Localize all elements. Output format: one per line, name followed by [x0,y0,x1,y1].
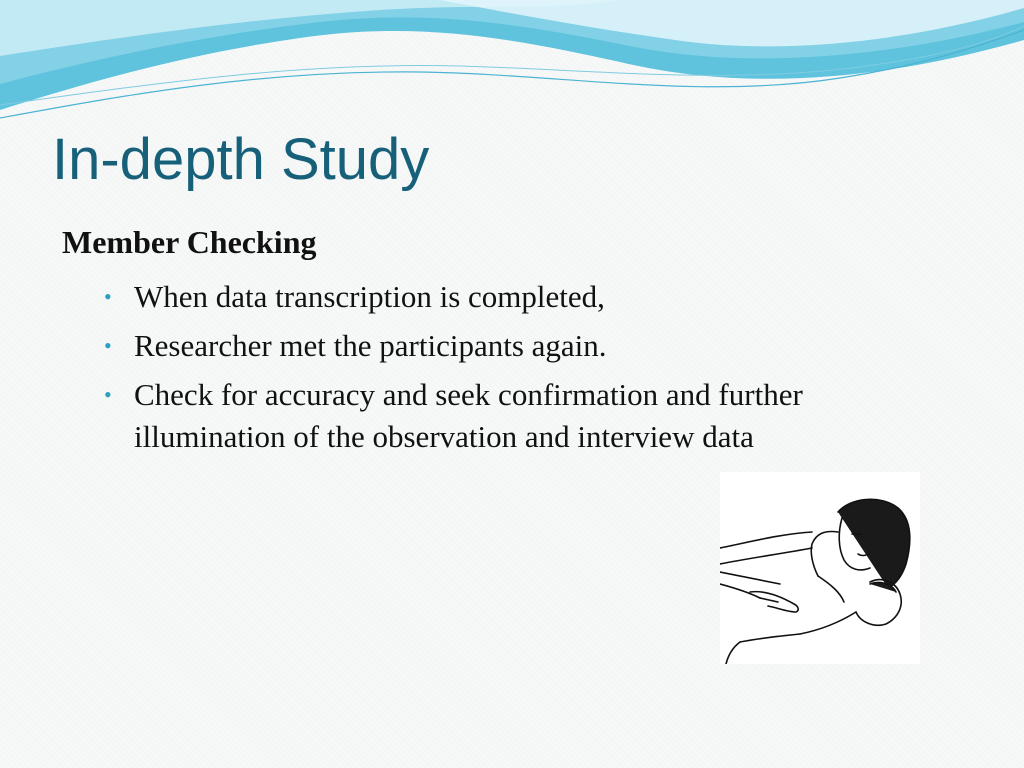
header-wave-decoration [0,0,1024,130]
section-heading: Member Checking [62,224,317,260]
bullet-item [104,374,954,458]
consoling-illustration [720,472,920,664]
bullet-text: When data transcription is completed, [134,279,605,314]
bullet-list [104,276,954,465]
bullet-item [104,325,954,367]
bullet-dot-icon: • [104,382,112,407]
line-drawing-icon [720,472,920,664]
slide-title: In-depth Study [52,127,430,192]
bullet-dot-icon: • [104,333,112,358]
bullet-item [104,276,954,318]
bullet-text: Researcher met the participants again. [134,328,607,363]
bullet-dot-icon: • [104,284,112,309]
bullet-text: Check for accuracy and seek confirmation and further illumination of the observation and interview data [134,377,803,454]
